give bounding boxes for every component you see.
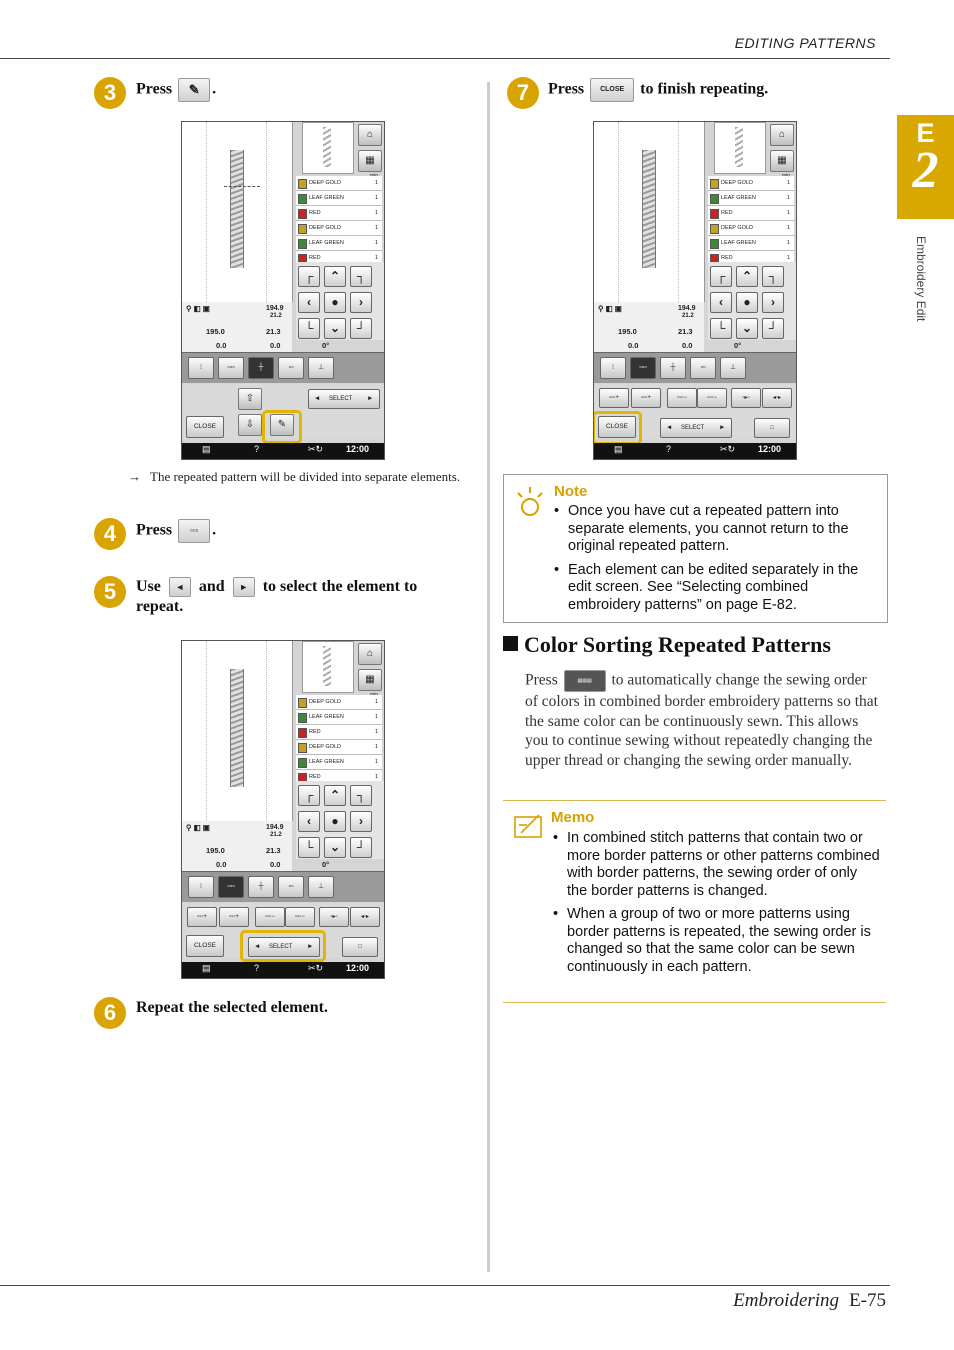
spacing-icon[interactable]: ▫▫: [278, 357, 304, 379]
arrow-up-icon[interactable]: ⌃: [736, 266, 758, 287]
color-row[interactable]: RED 1: [296, 725, 382, 740]
footer-section: Embroidering: [733, 1290, 840, 1311]
arrow-up-icon[interactable]: ⌃: [324, 785, 346, 806]
arrow-left-icon[interactable]: ‹: [710, 292, 732, 313]
toolbar: [182, 352, 384, 383]
step-text-post: .: [212, 521, 217, 539]
repeat-add-left-icon[interactable]: ▫▫▫+: [599, 388, 629, 408]
offset-x: 0.0: [216, 860, 227, 869]
horizontal-repeat-icon[interactable]: ▫▫▫: [218, 876, 244, 898]
spacing-icon[interactable]: ▫▫: [278, 876, 304, 898]
color-row[interactable]: DEEP GOLD 1: [296, 740, 382, 755]
dim-width: 194.9: [678, 305, 696, 312]
embroidery-frame-icon[interactable]: ▦: [358, 669, 382, 691]
step-text-pre: Press: [548, 80, 585, 98]
step-text-pre: Use: [136, 578, 161, 595]
step-number: 3: [94, 77, 126, 109]
select-left-icon: ◄: [254, 943, 261, 950]
status-bar: [182, 443, 384, 459]
arrow-up-right-icon[interactable]: ┐: [350, 785, 372, 806]
arrow-right-icon[interactable]: ›: [350, 292, 372, 313]
center-icon[interactable]: ●: [324, 292, 346, 313]
vertical-repeat-icon[interactable]: ⁝: [188, 357, 214, 379]
offset-y: 0.0: [270, 341, 281, 350]
clock: 12:00: [346, 963, 370, 973]
color-row[interactable]: RED 1: [708, 206, 794, 221]
select-right-icon: ►: [719, 424, 726, 431]
repeat-add-right-icon[interactable]: ▫▫▫+: [631, 388, 661, 408]
highlight-frame: [262, 410, 302, 444]
arrow-up-left-icon[interactable]: ┌: [298, 266, 320, 287]
list-item: • Once you have cut a repeated pattern into separate elements, you cannot return to the original repeated pattern.: [554, 503, 882, 556]
size-height: 21.3: [266, 846, 281, 855]
arrow-up-right-icon[interactable]: ┐: [350, 266, 372, 287]
repeat-remove-right-icon[interactable]: ▫▫▫−: [697, 388, 727, 408]
offset-y: 0.0: [682, 341, 693, 350]
status-bar: [182, 962, 384, 978]
select-label: SELECT: [681, 425, 705, 431]
help-icon: ?: [254, 963, 260, 973]
arrow-left-icon[interactable]: ‹: [298, 292, 320, 313]
machine-screen: [181, 121, 385, 460]
arrow-down-right-icon[interactable]: ┘: [350, 837, 372, 858]
arrow-up-left-icon[interactable]: ┌: [298, 785, 320, 806]
color-row[interactable]: DEEP GOLD 1: [296, 221, 382, 236]
settings-icon: ✂↻: [720, 444, 736, 454]
settings-icon: ✂↻: [308, 444, 324, 454]
color-row[interactable]: LEAF GREEN 1: [296, 236, 382, 251]
move-arrows: [296, 781, 384, 859]
toolbar: [594, 352, 796, 383]
color-list: [708, 176, 794, 266]
cut-icon[interactable]: ┼: [248, 876, 274, 898]
color-list: [296, 695, 382, 785]
doc-icon: ▤: [202, 444, 211, 454]
select-right-icon: ►: [307, 943, 314, 950]
thread-mark-icon[interactable]: ⊥: [308, 357, 334, 379]
section-title-text: Color Sorting Repeated Patterns: [524, 632, 831, 657]
select-control[interactable]: [308, 389, 380, 409]
color-row[interactable]: DEEP GOLD 1: [708, 176, 794, 191]
color-row[interactable]: LEAF GREEN 1: [708, 191, 794, 206]
arrow-right-icon[interactable]: ›: [350, 811, 372, 832]
arrow-down-icon[interactable]: ⌄: [324, 837, 346, 858]
color-row[interactable]: RED 1: [708, 251, 794, 266]
move-up-icon[interactable]: ⇧: [238, 388, 262, 410]
arrow-down-right-icon[interactable]: ┘: [350, 318, 372, 339]
section-title: [503, 632, 831, 658]
color-row[interactable]: LEAF GREEN 1: [296, 191, 382, 206]
memo-title: Memo: [551, 809, 595, 826]
select-label: SELECT: [329, 396, 353, 402]
pattern-image: [230, 669, 244, 787]
arrow-left-icon[interactable]: ‹: [298, 811, 320, 832]
pattern-thumbnail: [302, 641, 354, 693]
step-text-post: to select the element to repeat.: [136, 578, 418, 616]
color-list: [296, 176, 382, 266]
size-width: 195.0: [206, 327, 225, 336]
info-bar: [182, 821, 330, 871]
repeat-remove-right-icon[interactable]: ▫▫▫−: [285, 907, 315, 927]
angle: 0°: [322, 860, 330, 869]
pattern-preview: [182, 641, 293, 821]
move-arrows: [708, 262, 796, 340]
move-arrows: [296, 262, 384, 340]
step-number: 7: [507, 77, 539, 109]
pattern-image: [642, 150, 656, 268]
memo-pencil-icon: [513, 813, 545, 839]
para-text-pre: Press: [525, 671, 558, 689]
vertical-repeat-icon[interactable]: ⁝: [600, 357, 626, 379]
repeat-add-left-icon[interactable]: ▫▫▫+: [187, 907, 217, 927]
step-text-mid: and: [198, 578, 225, 595]
dim-width: 194.9: [266, 305, 284, 312]
embroidery-sort-icon: ▤▤▤: [564, 670, 606, 692]
color-row[interactable]: RED 1: [296, 251, 382, 266]
pen-icon: ✎: [178, 78, 210, 102]
needle-icon: ⚲ ◧ ▣: [598, 304, 622, 313]
arrow-down-left-icon[interactable]: └: [298, 318, 320, 339]
select-label: SELECT: [269, 944, 293, 950]
needle-icon: ⚲ ◧ ▣: [186, 823, 210, 832]
column-divider: [487, 82, 490, 1272]
info-bar: [594, 302, 742, 352]
repeat-remove-left-icon[interactable]: ▫▫▫−: [667, 388, 697, 408]
center-icon[interactable]: ●: [324, 811, 346, 832]
repeat-add-right-icon[interactable]: ▫▫▫+: [219, 907, 249, 927]
select-left-icon: ◄: [666, 424, 673, 431]
doc-icon: ▤: [614, 444, 623, 454]
right-arrow-icon: ►: [233, 577, 255, 597]
step-text-post: .: [212, 80, 217, 98]
arrow-up-icon[interactable]: ⌃: [324, 266, 346, 287]
help-icon: ?: [254, 444, 260, 454]
settings-icon: ✂↻: [308, 963, 324, 973]
clock: 12:00: [346, 444, 370, 454]
info-bar: [182, 302, 330, 352]
running-head: EDITING PATTERNS: [734, 35, 876, 51]
repeat-remove-left-icon[interactable]: ▫▫▫−: [255, 907, 285, 927]
arrow-down-right-icon[interactable]: ┘: [762, 318, 784, 339]
close-button-inline: CLOSE: [590, 78, 634, 102]
size-width: 195.0: [206, 846, 225, 855]
select-right-icon: ►: [367, 395, 374, 402]
move-down-icon[interactable]: ⇩: [238, 414, 262, 436]
spacing-narrow-icon[interactable]: ▫▸▫: [319, 907, 349, 927]
step-4-text: [136, 519, 216, 543]
offset-y: 0.0: [270, 860, 281, 869]
home-icon[interactable]: ⌂: [358, 643, 382, 665]
list-item: • Each element can be edited separately in the edit screen. See “Selecting combined embroidery patterns” on page E-82.: [554, 562, 882, 615]
left-arrow-icon: ◄: [169, 577, 191, 597]
step-text-pre: Press: [136, 80, 173, 98]
highlight-frame: [240, 930, 326, 962]
spacing-wide-icon[interactable]: ◂▫▸: [350, 907, 380, 927]
square-bullet-icon: [503, 636, 518, 651]
list-item: • When a group of two or more patterns using border patterns is repeated, the sewing order is changed so that the same color can be sewn continuously in each pattern.: [553, 906, 881, 976]
dim-height: 21.2: [682, 313, 694, 319]
color-row[interactable]: LEAF GREEN 1: [708, 236, 794, 251]
dim-width: 194.9: [266, 824, 284, 831]
chapter-tab: [897, 115, 954, 219]
pen-icon[interactable]: ✎: [270, 414, 294, 436]
clock: 12:00: [758, 444, 782, 454]
note-title: Note: [554, 483, 588, 500]
spacing-narrow-icon[interactable]: ▫▸▫: [731, 388, 761, 408]
step-7-text: [548, 78, 768, 102]
chapter-number: 2: [912, 142, 939, 199]
thread-mark-icon[interactable]: ⊥: [308, 876, 334, 898]
step-number: 6: [94, 997, 126, 1029]
pattern-preview: [594, 122, 705, 302]
step-5-text: [136, 577, 466, 617]
memo-box: [503, 800, 886, 1003]
close-button[interactable]: CLOSE: [598, 416, 636, 438]
dim-height: 21.2: [270, 832, 282, 838]
cut-icon[interactable]: ┼: [660, 357, 686, 379]
note-list: [554, 503, 882, 620]
page-footer: [733, 1290, 886, 1312]
cut-icon[interactable]: ┼: [248, 357, 274, 379]
chapter-letter: E: [916, 118, 935, 148]
color-row[interactable]: LEAF GREEN 1: [296, 755, 382, 770]
highlight-frame: [593, 411, 642, 445]
arrow-down-icon[interactable]: ⌄: [324, 318, 346, 339]
close-button[interactable]: CLOSE: [186, 935, 224, 957]
machine-screen: [593, 121, 797, 460]
pattern-preview: [182, 122, 293, 302]
thread-mark-icon[interactable]: ⊥: [720, 357, 746, 379]
step-6-text: Repeat the selected element.: [136, 999, 328, 1016]
arrow-icon: →: [128, 469, 141, 484]
color-row[interactable]: RED 1: [296, 770, 382, 785]
lightbulb-icon: [514, 485, 546, 519]
select-left-icon: ◄: [314, 395, 321, 402]
step-text-pre: Press: [136, 521, 173, 539]
home-icon[interactable]: ⌂: [770, 124, 794, 146]
arrow-down-icon[interactable]: ⌄: [736, 318, 758, 339]
horizontal-repeat-icon[interactable]: ▫▫▫: [218, 357, 244, 379]
dim-height: 21.2: [270, 313, 282, 319]
close-button[interactable]: CLOSE: [186, 416, 224, 438]
step-number: 5: [94, 576, 126, 608]
page-number: E-75: [849, 1290, 886, 1311]
section-paragraph: [525, 670, 883, 770]
pattern-image: [230, 150, 244, 268]
angle: 0°: [322, 341, 330, 350]
footer-rule: [0, 1285, 890, 1286]
size-height: 21.3: [678, 327, 693, 336]
arrow-down-left-icon[interactable]: └: [298, 837, 320, 858]
color-row[interactable]: LEAF GREEN 1: [296, 710, 382, 725]
embroidery-frame-icon[interactable]: ▦: [770, 150, 794, 172]
color-row[interactable]: DEEP GOLD 1: [708, 221, 794, 236]
size-height: 21.3: [266, 327, 281, 336]
doc-icon: ▤: [202, 963, 211, 973]
memo-list: [553, 830, 881, 982]
embroidery-frame-icon[interactable]: ▦: [358, 150, 382, 172]
needle-icon: ⚲ ◧ ▣: [186, 304, 210, 313]
size-width: 195.0: [618, 327, 637, 336]
color-row[interactable]: RED 1: [296, 206, 382, 221]
toolbar: [182, 871, 384, 902]
arrow-up-right-icon[interactable]: ┐: [762, 266, 784, 287]
select-control[interactable]: [660, 418, 732, 438]
color-row[interactable]: DEEP GOLD 1: [296, 176, 382, 191]
step-text-post: to finish repeating.: [640, 80, 769, 98]
spacing-icon[interactable]: ▫▫: [690, 357, 716, 379]
chapter-side-label: Embroidery Edit: [914, 236, 928, 322]
machine-screen: [181, 640, 385, 979]
horizontal-repeat-icon: ▫▫▫: [178, 519, 210, 543]
home-icon[interactable]: ⌂: [358, 124, 382, 146]
step-3-text: [136, 78, 216, 102]
square-icon[interactable]: □: [754, 418, 790, 438]
spacing-wide-icon[interactable]: ◂▫▸: [762, 388, 792, 408]
offset-x: 0.0: [216, 341, 227, 350]
color-row[interactable]: DEEP GOLD 1: [296, 695, 382, 710]
arrow-up-left-icon[interactable]: ┌: [710, 266, 732, 287]
vertical-repeat-icon[interactable]: ⁝: [188, 876, 214, 898]
arrow-right-icon[interactable]: ›: [762, 292, 784, 313]
status-bar: [594, 443, 796, 459]
horizontal-repeat-icon[interactable]: ▫▫▫: [630, 357, 656, 379]
square-icon[interactable]: □: [342, 937, 378, 957]
result-note-text: The repeated pattern will be divided into separate elements.: [150, 469, 461, 484]
pattern-thumbnail: [714, 122, 766, 174]
pattern-thumbnail: [302, 122, 354, 174]
list-item: • In combined stitch patterns that contain two or more border patterns or other patterns combined with border patterns, the sewing order of only the border patterns is changed.: [553, 830, 881, 900]
para-text-post: to automatically change the sewing order of colors in combined border embroidery patterns so that the same color can be continuously sewn. This allows you to continue sewing without repeatedly changing the upper thread or changing the sewing order manually.: [525, 671, 878, 769]
offset-x: 0.0: [628, 341, 639, 350]
center-icon[interactable]: ●: [736, 292, 758, 313]
note-box: [503, 474, 888, 623]
result-note: [128, 468, 463, 485]
step-number: 4: [94, 518, 126, 550]
arrow-down-left-icon[interactable]: └: [710, 318, 732, 339]
help-icon: ?: [666, 444, 672, 454]
angle: 0°: [734, 341, 742, 350]
header-rule: [0, 58, 890, 59]
